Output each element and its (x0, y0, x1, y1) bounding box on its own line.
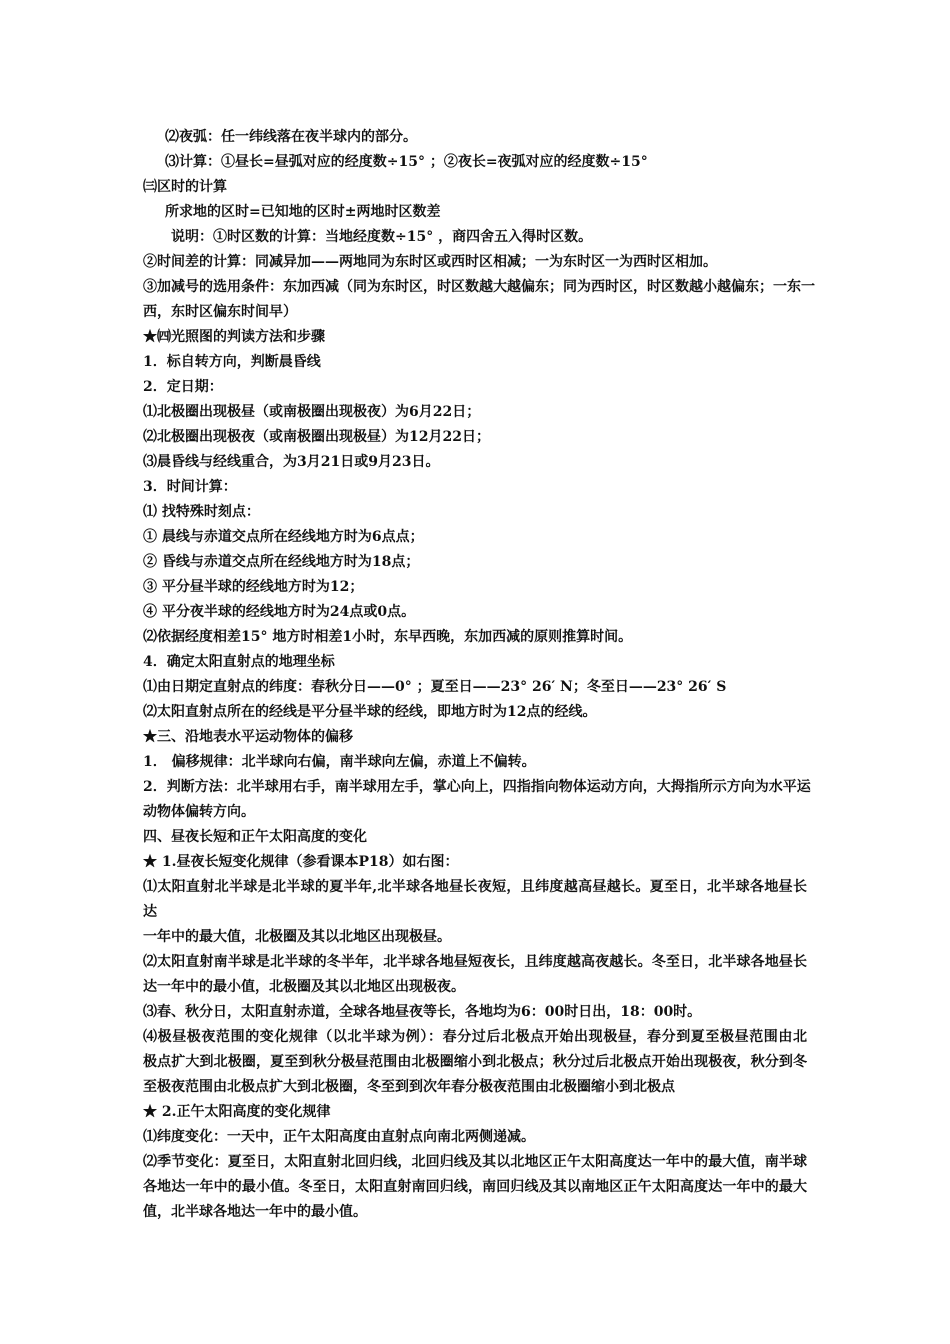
text-line-summer-half-cont: 达 (143, 904, 157, 920)
text-line-subsolar-longitude: ⑵太阳直射点所在的经线是平分昼半球的经线，即地方时为12点的经线。 (143, 704, 597, 720)
heading-day-length-sun-height: 四、昼夜长短和正午太阳高度的变化 (143, 829, 367, 845)
heading-horizontal-deflection: ★三、沿地表水平运动物体的偏移 (143, 729, 353, 745)
text-line-winter-half-cont: 达一年中的最小值，北极圈及其以北地区出现极夜。 (143, 979, 465, 995)
heading-day-length-rule: ★ 1.昼夜长短变化规律（参看课本P18）如右图： (143, 854, 459, 870)
text-line-step-3: 3．时间计算： (143, 479, 237, 495)
text-line-polar-range-end: 至极夜范围由北极点扩大到北极圈，冬至到到次年春分极夜范围由北极圈缩小到北极点 (143, 1079, 675, 1095)
text-line-zone-time-formula: 所求地的区时=已知地的区时±两地时区数差 (165, 204, 441, 220)
text-line-judgement-method-cont: 动物体偏转方向。 (143, 804, 255, 820)
text-line-seasonal-change-end: 值，北半球各地达一年中的最小值。 (143, 1204, 367, 1220)
text-line-night-arc: ⑵夜弧：任一纬线落在夜半球内的部分。 (165, 129, 417, 145)
text-line-special-times: ⑴ 找特殊时刻点： (143, 504, 260, 520)
text-line-longitude-rule: ⑵依据经度相差15° 地方时相差1小时，东早西晚，东加西减的原则推算时间。 (143, 629, 633, 645)
text-line-polar-day-max: 一年中的最大值，北极圈及其以北地区出现极昼。 (143, 929, 451, 945)
heading-zone-time-calc: ㈢区时的计算 (143, 179, 227, 195)
heading-illumination-map: ★㈣光照图的判读方法和步骤 (143, 329, 325, 345)
text-line-polar-range-cont: 极点扩大到北极圈，夏至到秋分极昼范围由北极圈缩小到北极点；秋分过后北极点开始出现极夜，秋分到冬 (143, 1054, 807, 1070)
text-line-step-2: 2．定日期： (143, 379, 223, 395)
heading-noon-sun-height: ★ 2.正午太阳高度的变化规律 (143, 1104, 331, 1120)
text-line-seasonal-change-cont: 各地达一年中的最小值。冬至日，太阳直射南回归线，南回归线及其以南地区正午太阳高度达一年中的最大 (143, 1179, 807, 1195)
text-line-step-4: 4．确定太阳直射点的地理坐标 (143, 654, 335, 670)
text-line-winter-half: ⑵太阳直射南半球是北半球的冬半年，北半球各地昼短夜长，且纬度越高夜越长。冬至日，北半球各地昼长 (143, 954, 807, 970)
text-line-dusk-line: ② 昏线与赤道交点所在经线地方时为18点； (143, 554, 420, 570)
text-line-deflection-rule: 1． 偏移规律：北半球向右偏，南半球向左偏，赤道上不偏转。 (143, 754, 536, 770)
text-line-polar-range: ⑷极昼极夜范围的变化规律（以北半球为例）：春分过后北极点开始出现极昼，春分到夏至极昼范围由北 (143, 1029, 807, 1045)
text-line-time-difference: ②时间差的计算：同减异加——两地同为东时区或西时区相减；一为东时区一为西时区相加。 (143, 254, 717, 270)
text-line-subsolar-latitude: ⑴由日期定直射点的纬度：春秋分日——0° ；夏至日——23° 26′ N；冬至日——23° 26′ S (143, 679, 727, 695)
text-line-step-1: 1．标自转方向，判断晨昏线 (143, 354, 321, 370)
text-line-summer-half: ⑴太阳直射北半球是北半球的夏半年,北半球各地昼长夜短，且纬度越高昼越长。夏至日，北半球各地昼长 (143, 879, 807, 895)
text-line-equinox: ⑶晨昏线与经线重合，为3月21日或9月23日。 (143, 454, 440, 470)
text-line-seasonal-change: ⑵季节变化：夏至日，太阳直射北回归线，北回归线及其以北地区正午太阳高度达一年中的最大值，南半球 (143, 1154, 807, 1170)
text-line-judgement-method: 2．判断方法：北半球用右手，南半球用左手，掌心向上，四指指向物体运动方向，大拇指所示方向为水平运 (143, 779, 811, 795)
text-line-june-22: ⑴北极圈出现极昼（或南极圈出现极夜）为6月22日； (143, 404, 481, 420)
text-line-night-bisector: ④ 平分夜半球的经线地方时为24点或0点。 (143, 604, 416, 620)
text-line-sign-rule: ③加减号的选用条件：东加西减（同为东时区，时区数越大越偏东；同为西时区，时区数越小越偏东；一东一 (143, 279, 815, 295)
text-line-latitude-change: ⑴纬度变化：一天中，正午太阳高度由直射点向南北两侧递减。 (143, 1129, 535, 1145)
text-line-equinox-equal: ⑶春、秋分日，太阳直射赤道，全球各地昼夜等长，各地均为6：00时日出，18：00时。 (143, 1004, 702, 1020)
text-line-calc-day-length: ⑶计算：①昼长=昼弧对应的经度数÷15° ；②夜长=夜弧对应的经度数÷15° (165, 154, 648, 170)
text-line-dawn-line: ① 晨线与赤道交点所在经线地方时为6点点； (143, 529, 424, 545)
text-line-zone-number-note: 说明：①时区数的计算：当地经度数÷15° ，商四舍五入得时区数。 (171, 229, 593, 245)
text-line-day-bisector: ③ 平分昼半球的经线地方时为12； (143, 579, 364, 595)
text-line-dec-22: ⑵北极圈出现极夜（或南极圈出现极昼）为12月22日； (143, 429, 490, 445)
text-line-sign-rule-cont: 西，东时区偏东时间早） (143, 304, 297, 320)
